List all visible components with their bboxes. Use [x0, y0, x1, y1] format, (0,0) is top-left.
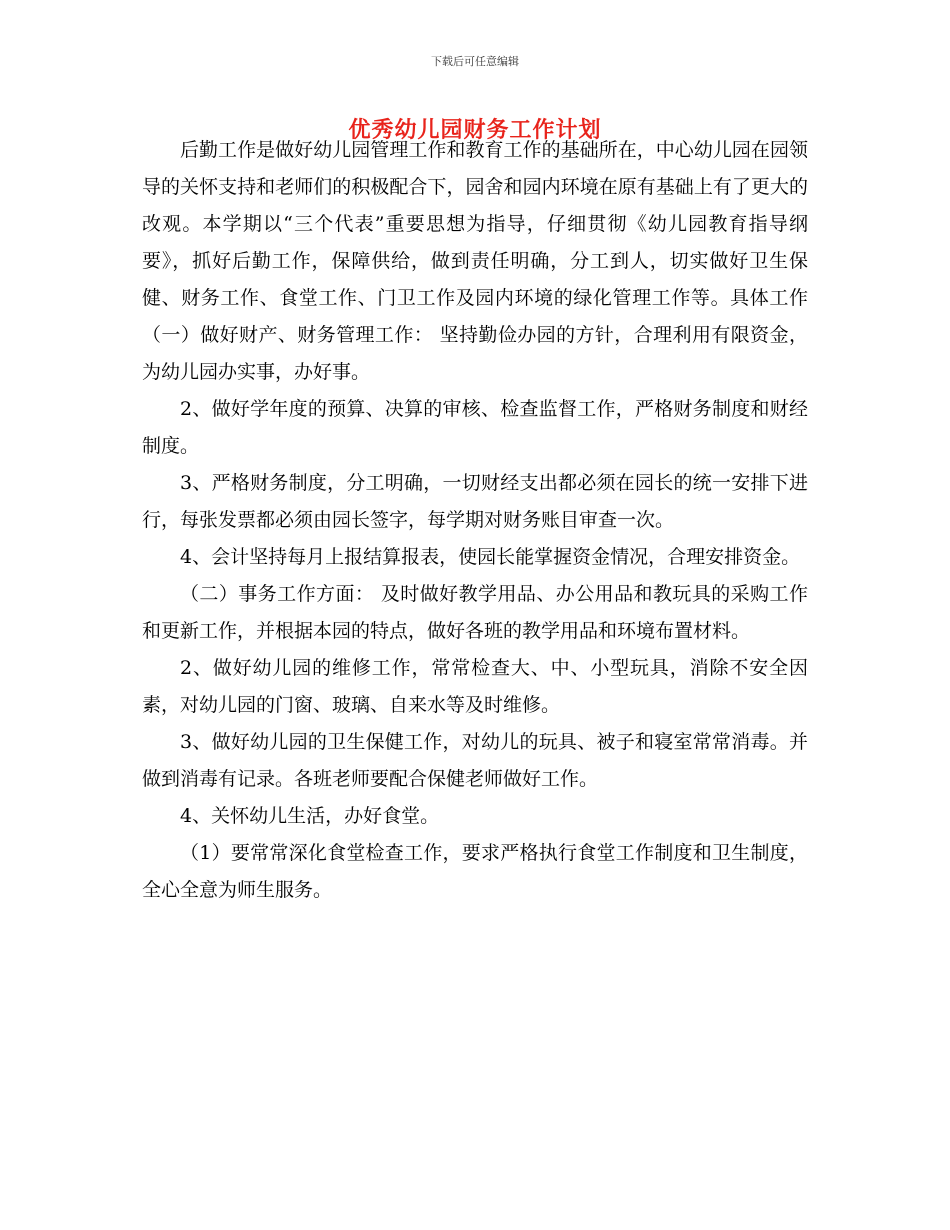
paragraph: 后勤工作是做好幼儿园管理工作和教育工作的基础所在，中心幼儿园在园领导的关怀支持和老师们的积极配合下，园舍和园内环境在原有基础上有了更大的改观。本学期以“三个代表”重要思想为指导，仔细贯彻《幼儿园教育指导纲要》，抓好后勤工作，保障供给，做到责任明确，分工到人，切实做好卫生保健、财务工作、食堂工作、门卫工作及园内环境的绿化管理工作等。具体工作（一）做好财产、财务管理工作： 坚持勤俭办园的方针，合理利用有限资金，为幼儿园办实事，办好事。 [142, 139, 808, 383]
paragraph: 2、做好幼儿园的维修工作，常常检查大、中、小型玩具，消除不安全因素，对幼儿园的门窗、玻璃、自来水等及时维修。 [142, 657, 808, 716]
paragraph: 3、做好幼儿园的卫生保健工作，对幼儿的玩具、被子和寝室常常消毒。并做到消毒有记录。各班老师要配合保健老师做好工作。 [142, 731, 808, 790]
paragraph: 4、关怀幼儿生活，办好食堂。 [180, 805, 440, 827]
paragraph: （二）事务工作方面： 及时做好教学用品、办公用品和教玩具的采购工作和更新工作，并根据本园的特点，做好各班的教学用品和环境布置材料。 [142, 583, 808, 642]
paragraph: 3、严格财务制度，分工明确，一切财经支出都必须在园长的统一安排下进行，每张发票都必须由园长签字，每学期对财务账目审查一次。 [142, 472, 808, 531]
document-body [142, 132, 808, 909]
document-title: 优秀幼儿园财务工作计划 [348, 118, 602, 143]
header-note: 下载后可任意编辑 [431, 55, 519, 68]
paragraph: 4、会计坚持每月上报结算报表，使园长能掌握资金情况，合理安排资金。 [180, 546, 801, 568]
paragraph: （1）要常常深化食堂检查工作，要求严格执行食堂工作制度和卫生制度，全心全意为师生服务。 [142, 842, 808, 901]
paragraph: 2、做好学年度的预算、决算的审核、检查监督工作，严格财务制度和财经制度。 [142, 398, 808, 457]
